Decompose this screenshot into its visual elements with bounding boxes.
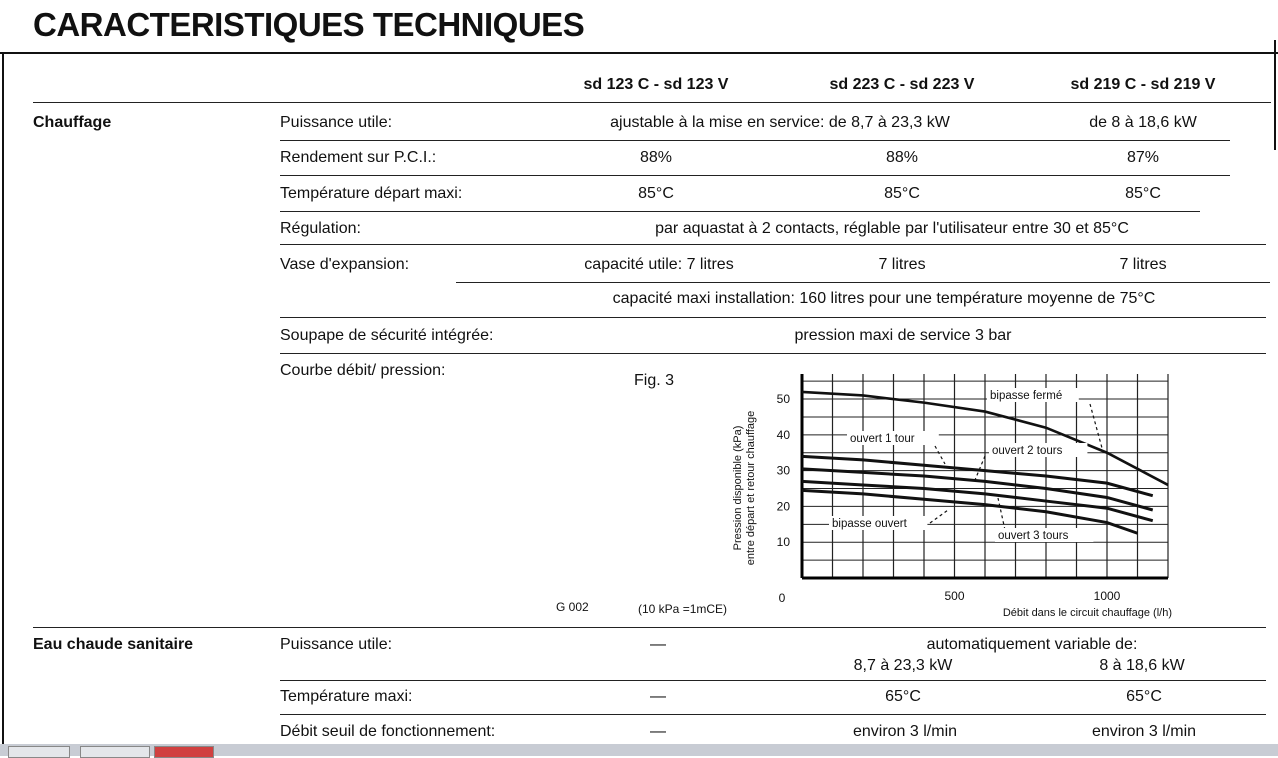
taskbar-button[interactable] <box>8 746 70 758</box>
value-puissance-12: ajustable à la mise en service: de 8,7 à 23,3 kW <box>610 114 950 131</box>
annotation-leader <box>935 446 945 464</box>
value-eau-temperature-2: 65°C <box>885 688 921 705</box>
section-rule <box>33 627 1266 628</box>
curve-2 <box>802 456 1153 495</box>
label-vase-expansion: Vase d'expansion: <box>280 256 410 273</box>
value-vase-2: 7 litres <box>878 256 926 273</box>
value-temperature-2: 85°C <box>884 185 920 202</box>
value-eau-temperature-1: — <box>650 688 666 705</box>
annotation-label: ouvert 2 tours <box>992 445 1063 457</box>
label-soupape: Soupape de sécurité intégrée: <box>280 327 494 344</box>
y-tick-label: 40 <box>776 427 790 442</box>
row-rule <box>280 140 1230 141</box>
annotation-label: bipasse ouvert <box>832 518 907 530</box>
left-border <box>2 52 4 752</box>
value-eau-puissance-1: — <box>650 636 666 653</box>
y-tick-label: 20 <box>776 499 790 514</box>
value-rendement-3: 87% <box>1126 149 1160 166</box>
value-eau-debit-3: environ 3 l/min <box>1091 723 1197 740</box>
value-eau-puissance-2: 8,7 à 23,3 kW <box>853 657 953 674</box>
x-tick-label: 1000 <box>1093 589 1121 603</box>
value-vase-3: 7 litres <box>1119 256 1167 273</box>
flow-pressure-chart <box>720 358 1178 622</box>
x-tick-label: 500 <box>944 589 965 603</box>
figure-label: Fig. 3 <box>634 372 675 389</box>
annotation-leader <box>998 498 1005 530</box>
value-rendement-2: 88% <box>885 149 919 166</box>
section-eau-chaude: Eau chaude sanitaire <box>33 636 194 653</box>
value-soupape: pression maxi de service 3 bar <box>794 327 1012 344</box>
section-chauffage: Chauffage <box>33 114 112 131</box>
value-rendement-1: 88% <box>639 149 673 166</box>
row-rule <box>280 175 1230 176</box>
y-tick-label: 50 <box>776 392 790 407</box>
value-puissance-3: de 8 à 18,6 kW <box>1089 114 1197 131</box>
row-rule <box>280 211 1200 212</box>
row-rule <box>456 282 1270 283</box>
label-temperature-depart: Température départ maxi: <box>280 185 463 202</box>
annotation-leader <box>975 456 985 480</box>
value-regulation: par aquastat à 2 contacts, réglable par l'utilisateur entre 30 et 85°C <box>655 220 1129 237</box>
page-title: CARACTERISTIQUES TECHNIQUES <box>33 6 585 43</box>
label-puissance-utile: Puissance utile: <box>280 114 393 131</box>
title-rule <box>0 52 1278 54</box>
annotation-leader <box>1090 404 1102 448</box>
header-rule <box>33 102 1271 103</box>
value-vase-1: capacité utile: 7 litres <box>584 256 734 273</box>
value-eau-debit-2: environ 3 l/min <box>852 723 958 740</box>
value-eau-temperature-3: 65°C <box>1126 688 1162 705</box>
value-eau-debit-1: — <box>650 723 666 740</box>
annotation-label: ouvert 3 tours <box>998 530 1069 542</box>
row-rule <box>280 317 1266 318</box>
curve-4 <box>802 481 1153 520</box>
y-tick-label: 30 <box>776 463 790 478</box>
label-regulation: Régulation: <box>280 220 361 237</box>
chart-labels <box>732 388 1172 619</box>
row-rule <box>280 714 1266 715</box>
figure-ref: G 002 <box>556 600 589 614</box>
annotation-leader <box>930 510 948 523</box>
figure-unit-note: (10 kPa =1mCE) <box>638 602 728 616</box>
y-axis-title-2: entre départ et retour chauffage <box>745 410 757 566</box>
column-header-sd219: sd 219 C - sd 219 V <box>1070 76 1216 93</box>
value-eau-puissance-3: 8 à 18,6 kW <box>1099 657 1185 674</box>
annotation-label: bipasse fermé <box>990 390 1063 402</box>
taskbar-button[interactable] <box>154 746 214 758</box>
y-tick-label: 10 <box>776 535 790 550</box>
label-eau-temperature: Température maxi: <box>280 688 413 705</box>
column-header-sd223: sd 223 C - sd 223 V <box>829 76 975 93</box>
value-temperature-1: 85°C <box>638 185 674 202</box>
value-temperature-3: 85°C <box>1125 185 1161 202</box>
label-rendement: Rendement sur P.C.I.: <box>280 149 437 166</box>
value-eau-puissance-header: automatiquement variable de: <box>926 636 1138 653</box>
x-axis-title: Débit dans le circuit chauffage (l/h) <box>1002 607 1172 619</box>
label-courbe: Courbe débit/ pression: <box>280 362 446 379</box>
row-rule <box>280 680 1266 681</box>
right-border <box>1274 40 1276 150</box>
label-eau-puissance: Puissance utile: <box>280 636 393 653</box>
label-eau-debit: Débit seuil de fonctionnement: <box>280 723 496 740</box>
annotation-label: ouvert 1 tour <box>850 433 915 445</box>
taskbar-button[interactable] <box>80 746 150 758</box>
column-header-sd123: sd 123 C - sd 123 V <box>583 76 729 93</box>
y-axis-title: Pression disponible (kPa) <box>732 425 744 551</box>
row-rule <box>280 353 1266 354</box>
row-rule <box>280 244 1266 245</box>
chart-grid <box>802 374 1168 578</box>
value-vase-note: capacité maxi installation: 160 litres pour une température moyenne de 75°C <box>612 290 1156 307</box>
origin-label: 0 <box>778 591 786 605</box>
